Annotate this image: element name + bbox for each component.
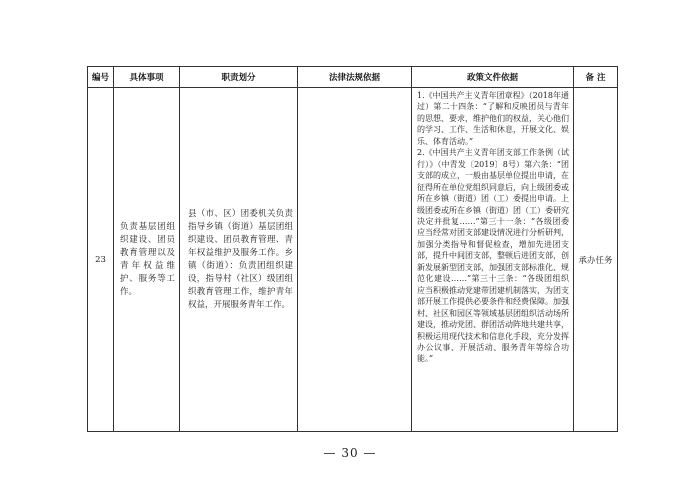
- row-item: 负责基层团组织建设、团员教育管理以及青年权益维护、服务等工作。: [114, 88, 180, 432]
- row-policy: [412, 88, 574, 432]
- row-remark: 承办任务: [574, 88, 618, 432]
- header-duty: 职责划分: [180, 67, 298, 88]
- row-number: 23: [88, 88, 114, 432]
- policy-item-2: 2.《中国共产主义青年团支部工作条例（试行）》（中青发〔2019〕8号）第六条：“团支部的成立，一般由基层单位提出申请，在征得所在单位党组织同意后，向上级团委或所在乡镇（街道）团（工）委提出申请。上级团委或所在乡镇（街道）团（工）委研究决定并批复……”第三十一条：“各级团委应当经常对团支部建设情况进行分析研判，加强分类指导和督促检查，增加先进团支部，提升中间团支部，整顿后进团支部，创新发展新型团支部，加强团支部标准化、规范化建设……”第三十三条：“各级团组织应当积极推动党建带团建机制落实，为团支部开展工作提供必要条件和经费保障。加强村、社区和园区等领域基层团组织活动场所建设，推动党团、群团活动阵地共建共享，积极运用现代技术和信息化手段，充分发挥办公议事、开展活动、服务青年等综合功能。”: [417, 148, 569, 364]
- row-duty: 县（市、区）团委机关负责指导乡镇（街道）基层团组织建设、团员教育管理、青年权益维护及服务工作。乡镇（街道）：负责团组织建设，指导村（社区）级团组织教育管理工作，维护青年权益，开展服务青年工作。: [180, 88, 298, 432]
- header-remark: 备 注: [574, 67, 618, 88]
- row-law: [298, 88, 412, 432]
- header-policy: 政策文件依据: [412, 67, 574, 88]
- header-law: 法律法规依据: [298, 67, 412, 88]
- table-row: [88, 88, 618, 432]
- page-number: — 30 —: [323, 446, 377, 460]
- header-number: 编号: [88, 67, 114, 88]
- header-item: 具体事项: [114, 67, 180, 88]
- table-header-row: [88, 67, 618, 88]
- policy-item-1: 1.《中国共产主义青年团章程》（2018年通过）第二十四条：“了解和反映团员与青年的思想、要求，维护他们的权益，关心他们的学习、工作、生活和休息，开展文化、娱乐、体育活动。”: [417, 91, 569, 146]
- responsibility-table: [87, 66, 618, 432]
